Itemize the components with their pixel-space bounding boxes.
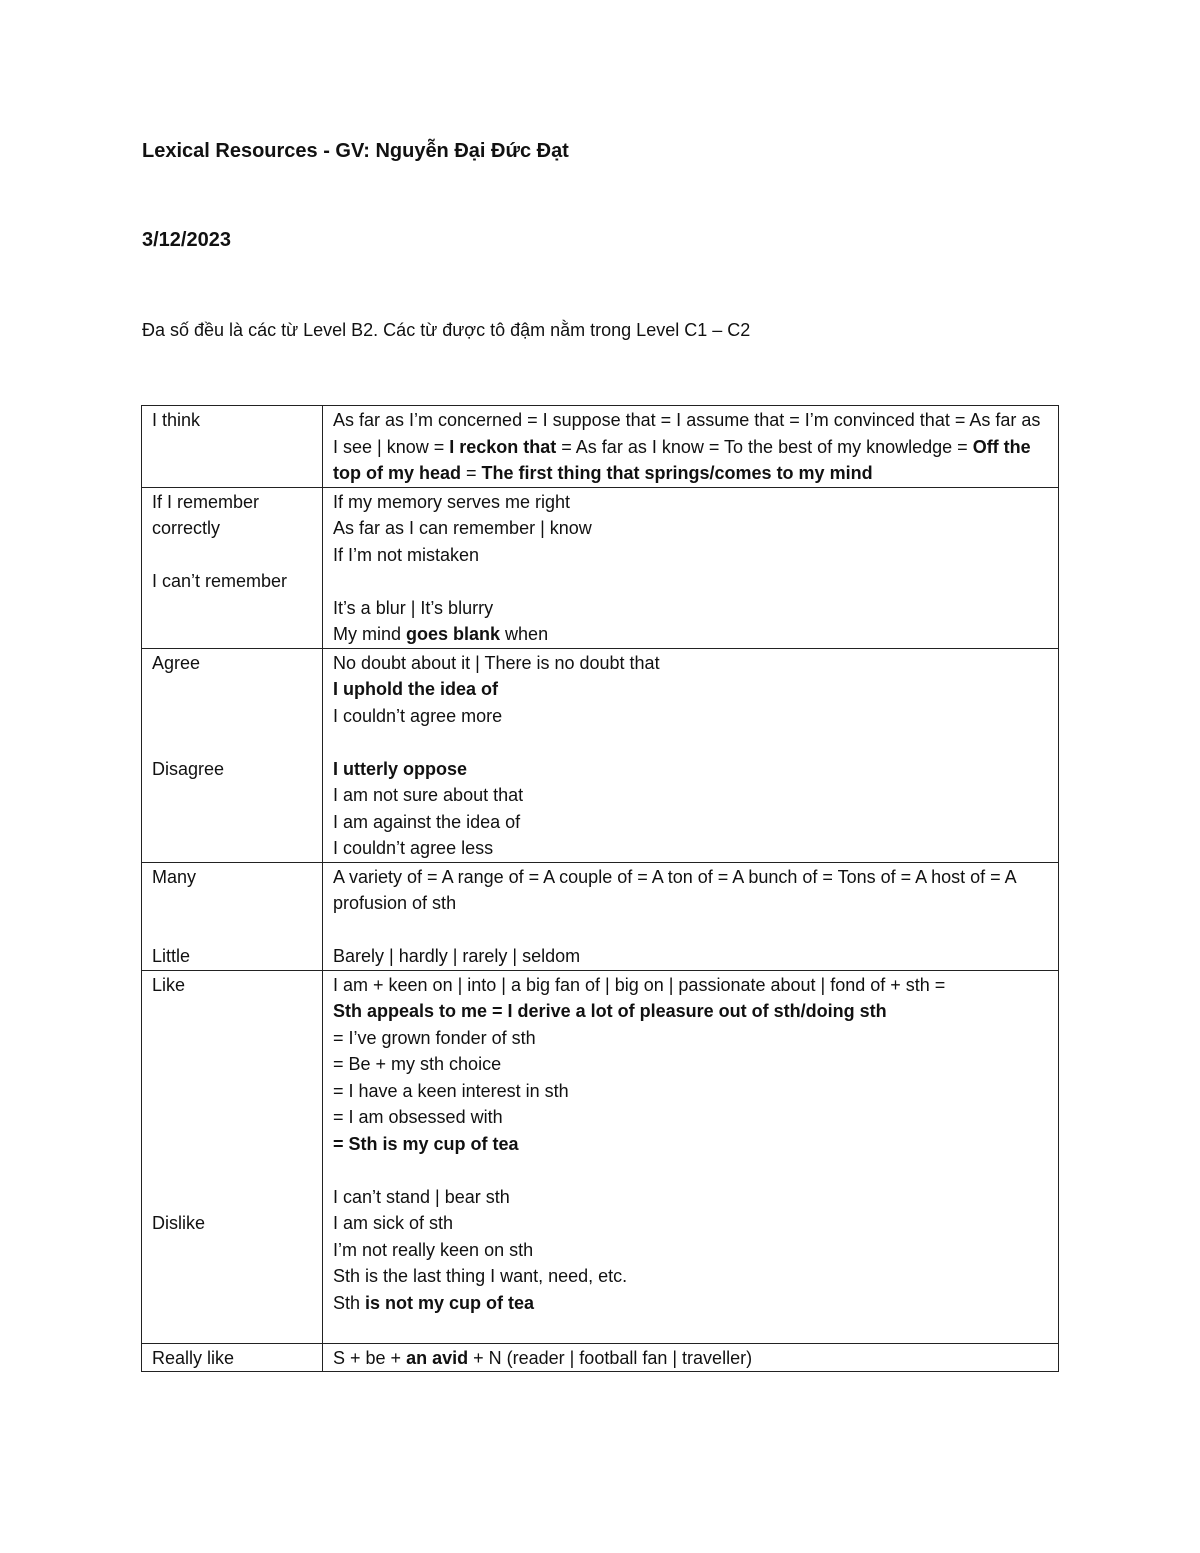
phrase-text: + N (reader | football fan | traveller) [468,1347,753,1368]
row-key: Really like [152,1347,235,1368]
phrase-line: = I’ve grown fonder of sth [333,1027,536,1048]
row-key-cell [142,487,323,648]
document-title: Lexical Resources - GV: Nguyễn Đại Đức Đạt [142,140,569,162]
row-key: Many [152,866,197,887]
phrase-line: = I have a keen interest in sth [333,1080,569,1101]
row-key: Disagree [152,758,225,779]
phrase-line: I am + keen on | into | a big fan of | big on | passionate about | fond of + sth = [333,974,946,995]
row-key: I think [152,410,201,430]
table-row [142,406,1059,488]
phrase-text: = As far as I know = To the best of my knowledge = [556,436,973,457]
phrase-bold: is not my cup of tea [365,1292,535,1313]
table-row [142,648,1059,862]
row-phrases-cell [323,970,1059,1343]
phrase-line: I can’t stand | bear sth [333,1186,510,1207]
phrase-text: = [461,463,482,483]
phrase-text: S + be + [333,1347,407,1368]
level-note: Đa số đều là các từ Level B2. Các từ được tô đậm nằm trong Level C1 – C2 [142,320,751,340]
phrase-line: I am not sure about that [333,785,524,805]
document-date: 3/12/2023 [142,229,231,251]
row-phrases-cell [323,862,1059,970]
row-phrases-cell [323,406,1059,488]
row-key: Dislike [152,1213,206,1233]
row-key: Like [152,974,186,995]
phrase-line: Barely | hardly | rarely | seldom [333,946,581,966]
phrase-text: Sth [333,1292,366,1313]
phrase-bold: goes blank [406,624,501,644]
phrase-text: My mind [333,624,407,644]
phrase-bold: = Sth is my cup of tea [333,1133,519,1154]
phrase-line: Sth is the last thing I want, need, etc. [333,1266,628,1286]
phrase-bold: Off the top of my head [333,436,1031,483]
table-row [142,862,1059,970]
phrase-line: I couldn’t agree more [333,705,503,726]
row-phrases-cell [323,648,1059,862]
table-row [142,1343,1059,1372]
phrase-bold: Sth appeals to me = I derive a lot of pleasure out of sth/doing sth [333,1001,887,1021]
row-key: Little [152,946,191,966]
row-key-cell [142,862,323,970]
phrase-line: I couldn’t agree less [333,838,494,858]
row-key: I can’t remember [152,571,288,591]
phrase-line [333,621,1048,648]
phrase-line: I’m not really keen on sth [333,1239,534,1260]
phrase-bold: The first thing that springs/comes to my mind [481,463,873,483]
phrase-bold: I uphold the idea of [333,679,498,699]
row-phrases-cell [323,487,1059,648]
row-key-cell [142,1343,323,1372]
phrase-line [333,1345,1048,1372]
row-key-cell [142,970,323,1343]
row-key-cell [142,648,323,862]
table-row [142,487,1059,648]
phrase-line: = I am obsessed with [333,1107,503,1127]
phrase-line [333,1290,1048,1317]
phrase-line: If I’m not mistaken [333,544,480,565]
phrase-bold: I utterly oppose [333,758,468,779]
phrase-line: No doubt about it | There is no doubt that [333,652,660,673]
row-phrases-cell [323,1343,1059,1372]
phrase-bold: I reckon that [449,436,557,457]
row-key: Agree [152,652,201,673]
phrase-line: = Be + my sth choice [333,1054,502,1074]
vocabulary-table [141,405,1059,1372]
phrase-line: It’s a blur | It’s blurry [333,597,494,618]
row-key-cell [142,406,323,488]
phrase-line: I am against the idea of [333,811,521,832]
row-key: If I remember correctly [152,491,260,538]
phrase-line: As far as I can remember | know [333,518,592,538]
phrase-text: when [500,624,549,644]
table-row [142,970,1059,1343]
phrase-line: If my memory serves me right [333,491,571,512]
phrase-line: A variety of = A range of = A couple of = A ton of = A bunch of = Tons of = A host of = A profusion of sth [333,866,1016,913]
phrase-line: I am sick of sth [333,1213,454,1233]
phrase-bold: an avid [406,1347,469,1368]
phrase-text: As far as I’m concerned = I suppose that = I assume that = I’m convinced that = As far as I see | know = [333,410,1041,457]
